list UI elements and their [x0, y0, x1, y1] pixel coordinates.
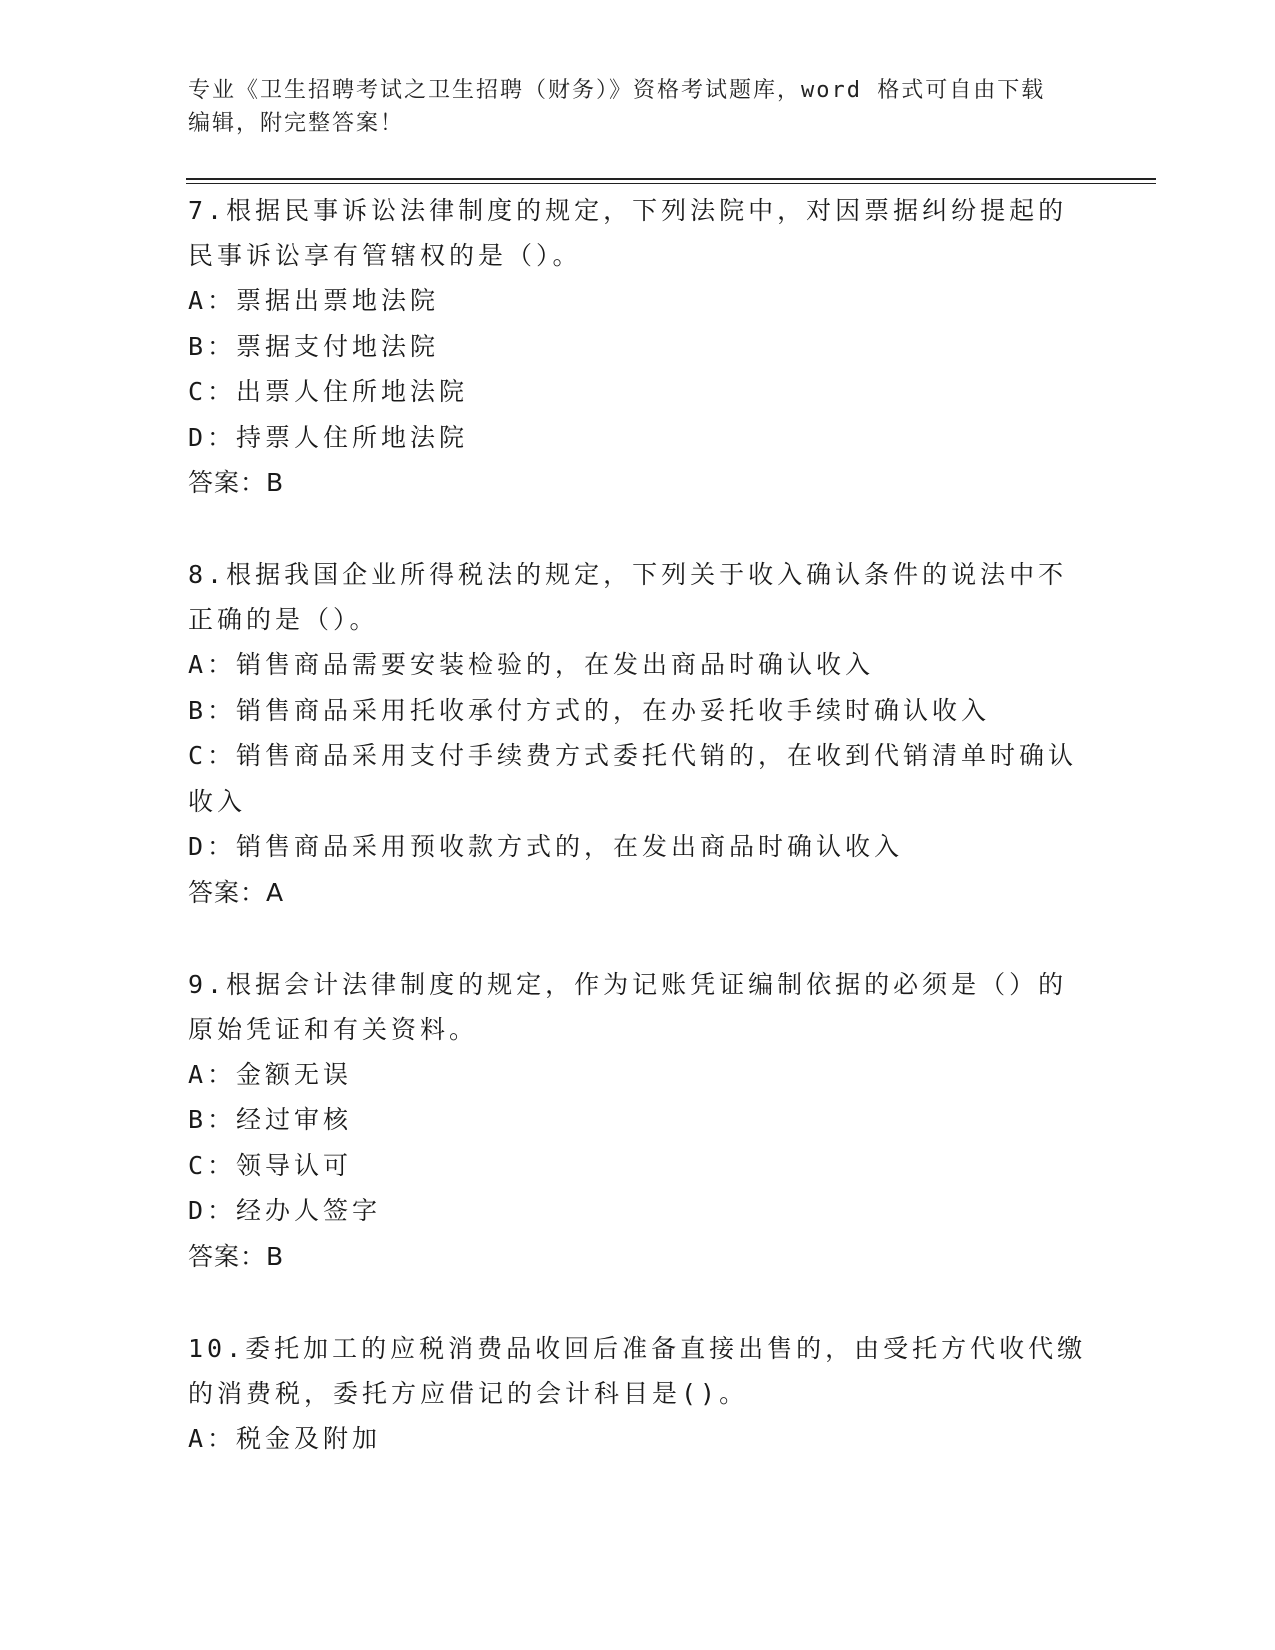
question-list [188, 186, 1088, 1461]
question-stem: 8.根据我国企业所得税法的规定，下列关于收入确认条件的说法中不正确的是（）。 [188, 560, 1068, 634]
header-divider-thick [186, 178, 1156, 180]
header-line-2: 编辑，附完整答案！ [188, 111, 405, 136]
question-8 [188, 550, 1088, 915]
option-c: C：领导认可 [188, 1150, 353, 1180]
option-d: D：经办人签字 [188, 1196, 382, 1225]
question-10 [188, 1324, 1088, 1462]
header-divider-thin [186, 183, 1156, 184]
option-b: B：销售商品采用托收承付方式的，在办妥托收手续时确认收入 [188, 695, 991, 725]
question-stem: 9.根据会计法律制度的规定，作为记账凭证编制依据的必须是（）的原始凭证和有关资料。 [188, 969, 1068, 1044]
answer: 答案：B [188, 1241, 285, 1271]
header-line-1: 专业《卫生招聘考试之卫生招聘（财务）》资格考试题库，word 格式可自由下载 [188, 78, 1046, 103]
option-a: A：税金及附加 [188, 1423, 382, 1453]
option-b: B：票据支付地法院 [188, 331, 440, 361]
question-spacer [188, 505, 1088, 550]
option-a: A：销售商品需要安装检验的，在发出商品时确认收入 [188, 650, 875, 679]
option-d: D：持票人住所地法院 [188, 422, 469, 452]
document-header [188, 74, 1088, 140]
answer: 答案：A [188, 877, 285, 907]
question-7 [188, 186, 1088, 505]
option-c: C：销售商品采用支付手续费方式委托代销的，在收到代销清单时确认收入 [188, 741, 1078, 816]
question-9 [188, 960, 1088, 1279]
option-b: B：经过审核 [188, 1105, 353, 1134]
answer: 答案：B [188, 468, 285, 497]
question-spacer [188, 1279, 1088, 1324]
question-stem: 10.委托加工的应税消费品收回后准备直接出售的，由受托方代收代缴的消费税，委托方应借记的会计科目是()。 [188, 1333, 1087, 1408]
question-spacer [188, 915, 1088, 960]
option-c: C：出票人住所地法院 [188, 377, 469, 406]
option-a: A：金额无误 [188, 1059, 353, 1089]
question-stem: 7.根据民事诉讼法律制度的规定，下列法院中，对因票据纠纷提起的民事诉讼享有管辖权的是（）。 [188, 196, 1068, 270]
option-a: A：票据出票地法院 [188, 286, 440, 315]
option-d: D：销售商品采用预收款方式的，在发出商品时确认收入 [188, 832, 904, 861]
